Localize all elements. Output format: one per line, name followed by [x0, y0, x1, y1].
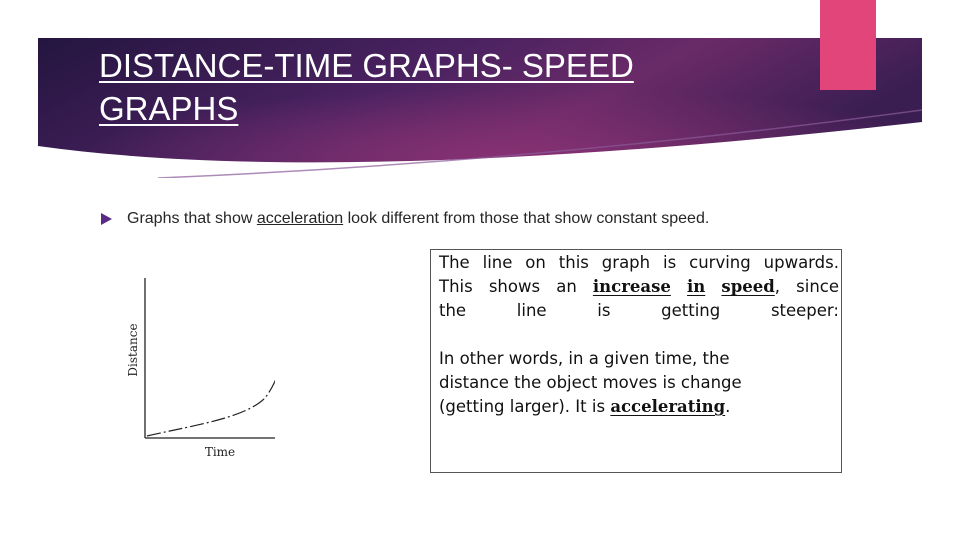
increase-keyword: increase: [592, 277, 671, 296]
graph-curve: [147, 298, 275, 436]
bullet-emphasis: acceleration: [256, 210, 344, 227]
explanation-box: [430, 249, 842, 473]
p1-line-2-end: , since: [774, 277, 839, 296]
slide-title: DISTANCE-TIME GRAPHS- SPEED GRAPHS: [99, 47, 634, 127]
accelerating-keyword: accelerating: [610, 397, 726, 416]
p1-line-3: the line is getting steeper:: [439, 301, 839, 320]
speed-keyword: speed: [721, 277, 775, 296]
bullet-text-start: Graphs that show: [127, 210, 253, 227]
p1-line-2-start: This shows an: [439, 277, 577, 296]
bullet-arrow-icon: [101, 213, 112, 225]
bullet-text-end: look different from those that show constant speed.: [347, 210, 710, 227]
p2-line-3-end: .: [725, 397, 731, 416]
graph-y-label: Distance: [126, 323, 140, 377]
in-keyword: in: [687, 277, 706, 296]
p2-line-1: In other words, in a given time, the: [439, 349, 730, 368]
graph-x-label: Time: [204, 445, 236, 459]
distance-time-graph: [115, 270, 275, 460]
p1-line-1: The line on this graph is curving upwards.: [439, 253, 839, 272]
p2-line-3-start: (getting larger). It is: [439, 397, 606, 416]
explanation-paragraph-2: [439, 347, 839, 419]
bullet-text: [127, 208, 747, 230]
p2-line-2: distance the object moves is change: [439, 373, 742, 392]
accent-tab: [820, 0, 876, 90]
explanation-paragraph-1: [439, 251, 839, 323]
